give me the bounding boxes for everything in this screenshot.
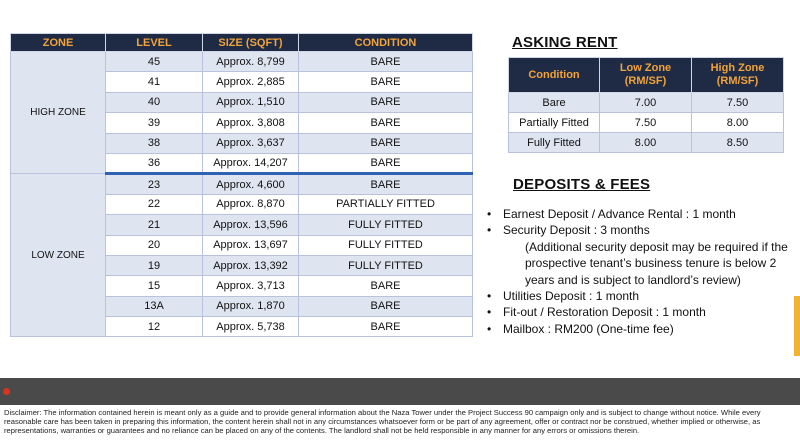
bullet-icon: •: [487, 207, 492, 221]
zone-low-label: LOW ZONE: [11, 174, 106, 337]
deposit-item-text: Earnest Deposit / Advance Rental : 1 month: [503, 207, 736, 221]
level-cell: 38: [106, 133, 203, 153]
header-size: SIZE (SQFT): [203, 34, 299, 52]
condition-cell: PARTIALLY FITTED: [299, 194, 473, 214]
deposit-item-text: Fit-out / Restoration Deposit : 1 month: [503, 305, 706, 320]
zone-high-label: HIGH ZONE: [11, 52, 106, 174]
table-row: [11, 52, 473, 72]
rent-low-cell: 8.00: [600, 133, 692, 153]
header-condition: CONDITION: [299, 34, 473, 52]
deposits-title: DEPOSITS & FEES: [513, 176, 651, 193]
condition-cell: FULLY FITTED: [299, 215, 473, 235]
record-dot-icon: [3, 388, 10, 395]
level-cell: 45: [106, 52, 203, 72]
asking-rent-title: ASKING RENT: [512, 34, 618, 51]
side-accent-bar: [794, 296, 800, 356]
header-level: LEVEL: [106, 34, 203, 52]
table-row: [11, 174, 473, 194]
level-cell: 40: [106, 92, 203, 112]
list-item: [487, 222, 792, 288]
size-cell: Approx. 13,697: [203, 235, 299, 255]
rent-high-cell: 8.00: [692, 113, 784, 133]
condition-cell: BARE: [299, 72, 473, 92]
list-item: [487, 206, 792, 222]
list-item: [487, 321, 792, 337]
deposits-list: [487, 206, 792, 337]
condition-cell: BARE: [299, 133, 473, 153]
size-cell: Approx. 5,738: [203, 317, 299, 337]
rent-condition-cell: Partially Fitted: [509, 113, 600, 133]
rent-low-cell: 7.00: [600, 93, 692, 113]
level-cell: 39: [106, 113, 203, 133]
bullet-icon: •: [487, 289, 492, 304]
rent-table-header: [509, 58, 784, 93]
rent-header-condition: Condition: [509, 58, 600, 93]
level-cell: 41: [106, 72, 203, 92]
size-cell: Approx. 3,637: [203, 133, 299, 153]
level-cell: 13A: [106, 296, 203, 316]
condition-cell: BARE: [299, 52, 473, 72]
rent-condition-cell: Fully Fitted: [509, 133, 600, 153]
deposit-item-text: Mailbox : RM200 (One-time fee): [503, 321, 674, 336]
list-item: [487, 304, 792, 320]
size-cell: Approx. 4,600: [203, 174, 299, 194]
condition-cell: BARE: [299, 174, 473, 194]
bullet-icon: •: [487, 305, 492, 320]
security-deposit-note: (Additional security deposit may be required if the prospective tenant’s business tenure is below 2 years and is subject to landlord’s review): [525, 239, 788, 287]
size-cell: Approx. 1,510: [203, 92, 299, 112]
rent-high-cell: 7.50: [692, 93, 784, 113]
size-cell: Approx. 1,870: [203, 296, 299, 316]
table-row: [509, 133, 784, 153]
size-cell: Approx. 8,870: [203, 194, 299, 214]
level-cell: 23: [106, 174, 203, 194]
level-cell: 20: [106, 235, 203, 255]
size-cell: Approx. 8,799: [203, 52, 299, 72]
level-cell: 12: [106, 317, 203, 337]
units-table-header: [11, 34, 473, 52]
condition-cell: BARE: [299, 276, 473, 296]
table-row: [509, 93, 784, 113]
size-cell: Approx. 3,808: [203, 113, 299, 133]
table-row: [509, 113, 784, 133]
condition-cell: BARE: [299, 317, 473, 337]
deposit-item-text: Security Deposit : 3 months: [503, 223, 650, 238]
level-cell: 21: [106, 215, 203, 235]
asking-rent-table: [508, 57, 784, 153]
rent-header-low: Low Zone (RM/SF): [600, 58, 692, 93]
deposit-item-text: Utilities Deposit : 1 month: [503, 289, 640, 304]
size-cell: Approx. 14,207: [203, 153, 299, 173]
condition-cell: BARE: [299, 113, 473, 133]
size-cell: Approx. 13,392: [203, 255, 299, 275]
rent-header-high: High Zone (RM/SF): [692, 58, 784, 93]
condition-cell: BARE: [299, 153, 473, 173]
condition-cell: BARE: [299, 92, 473, 112]
rent-low-cell: 7.50: [600, 113, 692, 133]
level-cell: 19: [106, 255, 203, 275]
footer-bar: [0, 378, 800, 405]
level-cell: 22: [106, 194, 203, 214]
rent-condition-cell: Bare: [509, 93, 600, 113]
list-item: [487, 288, 792, 304]
condition-cell: FULLY FITTED: [299, 235, 473, 255]
size-cell: Approx. 13,596: [203, 215, 299, 235]
condition-cell: BARE: [299, 296, 473, 316]
rent-high-cell: 8.50: [692, 133, 784, 153]
condition-cell: FULLY FITTED: [299, 255, 473, 275]
level-cell: 15: [106, 276, 203, 296]
level-cell: 36: [106, 153, 203, 173]
disclaimer-text: Disclaimer: The information contained herein is meant only as a guide and to provide general information about the Naza Tower under the Project Success 90 campaign only and is subject to change without notice. While every reasonable care has been taken in preparing this information, the content herein shall not in any circumstances whatsoever form or be part of any agreement, offer or contract nor be construed, whether implied or otherwise, as representations, warranties or guarantees and no reliance can be placed on any of the contents. The landlord shall not be held responsible in any manner for any errors or omissions therein.: [4, 408, 761, 436]
header-zone: ZONE: [11, 34, 106, 52]
bullet-icon: •: [487, 321, 492, 336]
size-cell: Approx. 2,885: [203, 72, 299, 92]
bullet-icon: •: [487, 223, 492, 238]
units-table: [10, 33, 473, 337]
size-cell: Approx. 3,713: [203, 276, 299, 296]
